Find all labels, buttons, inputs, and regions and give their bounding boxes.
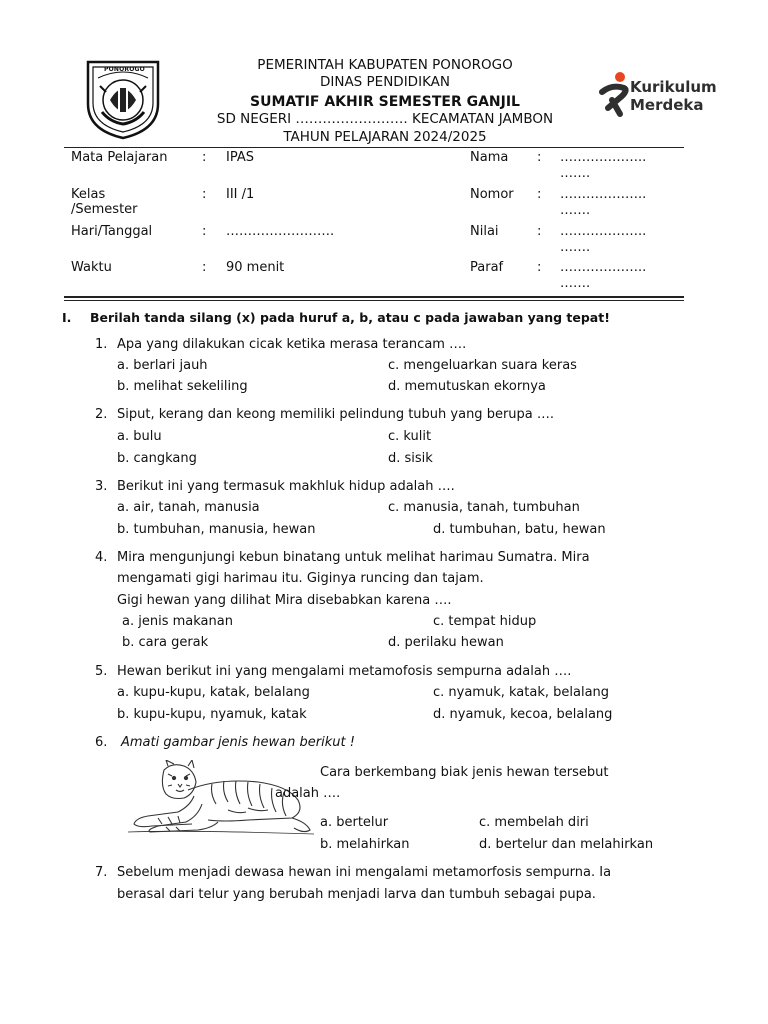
field-name-line1[interactable]: ……………….. [560, 150, 647, 165]
label-semester: /Semester [71, 202, 138, 217]
option-c[interactable]: c. membelah diri [479, 815, 589, 830]
option-a[interactable]: a. berlari jauh [117, 358, 208, 373]
option-b[interactable]: b. tumbuhan, manusia, hewan [117, 522, 316, 537]
option-d[interactable]: d. tumbuhan, batu, hewan [433, 522, 606, 537]
info-divider-top [64, 296, 684, 298]
question-text: Sebelum menjadi dewasa hewan ini mengalami metamorfosis sempurna. Ia [117, 865, 612, 880]
question-text: Berikut ini yang termasuk makhluk hidup adalah …. [117, 479, 455, 494]
option-a[interactable]: a. jenis makanan [122, 614, 233, 629]
field-signature-line2[interactable]: ……. [560, 276, 591, 291]
question-text-line2: mengamati gigi harimau itu. Giginya runcing dan tajam. [117, 571, 484, 586]
option-a[interactable]: a. air, tanah, manusia [117, 500, 260, 515]
label-signature: Paraf [470, 260, 504, 275]
field-signature-line1[interactable]: ……………….. [560, 260, 647, 275]
option-a[interactable]: a. bulu [117, 429, 162, 444]
option-d[interactable]: d. sisik [388, 451, 433, 466]
colon: : [537, 150, 542, 165]
header-line-government: PEMERINTAH KABUPATEN PONOROGO [257, 57, 513, 73]
question-text-line2: berasal dari telur yang berubah menjadi larva dan tumbuh sebagai pupa. [117, 887, 596, 902]
field-score-line2[interactable]: ……. [560, 240, 591, 255]
label-name: Nama [470, 150, 509, 165]
question-text-line3: adalah …. [275, 786, 341, 801]
option-b[interactable]: b. cara gerak [122, 635, 209, 650]
kurikulum-text: Kurikulum [630, 78, 717, 96]
field-number-line1[interactable]: ……………….. [560, 187, 647, 202]
header-line-year: TAHUN PELAJARAN 2024/2025 [283, 129, 487, 145]
question-text-line3: Gigi hewan yang dilihat Mira disebabkan karena …. [117, 593, 452, 608]
question-text-line2: Cara berkembang biak jenis hewan tersebut [320, 765, 609, 780]
option-d[interactable]: d. bertelur dan melahirkan [479, 837, 654, 852]
question-text: Hewan berikut ini yang mengalami metamofosis sempurna adalah …. [117, 664, 572, 679]
question-number: 2. [95, 407, 108, 422]
option-c[interactable]: c. nyamuk, katak, belalang [433, 685, 610, 700]
option-b[interactable]: b. kupu-kupu, nyamuk, katak [117, 707, 307, 722]
logo-caption: PONOROGO [104, 66, 145, 73]
option-d[interactable]: d. nyamuk, kecoa, belalang [433, 707, 613, 722]
question-text: Mira mengunjungi kebun binatang untuk melihat harimau Sumatra. Mira [117, 550, 590, 565]
question-text: Amati gambar jenis hewan berikut ! [121, 735, 355, 750]
question-number: 6. [95, 735, 108, 750]
option-b[interactable]: b. melihat sekeliling [117, 379, 248, 394]
option-c[interactable]: c. tempat hidup [433, 614, 537, 629]
header-line-exam-title: SUMATIF AKHIR SEMESTER GANJIL [250, 94, 520, 110]
option-d[interactable]: d. memutuskan ekornya [388, 379, 546, 394]
info-divider-bottom [64, 300, 684, 301]
option-c[interactable]: c. kulit [388, 429, 432, 444]
colon: : [537, 260, 542, 275]
option-c[interactable]: c. mengeluarkan suara keras [388, 358, 577, 373]
label-class: Kelas [71, 187, 106, 202]
option-c[interactable]: c. manusia, tanah, tumbuhan [388, 500, 580, 515]
option-a[interactable]: a. bertelur [320, 815, 389, 830]
value-day-date[interactable]: ……………………. [226, 224, 335, 239]
field-number-line2[interactable]: ……. [560, 203, 591, 218]
label-day-date: Hari/Tanggal [71, 224, 153, 239]
field-name-line2[interactable]: ……. [560, 166, 591, 181]
label-score: Nilai [470, 224, 499, 239]
question-number: 4. [95, 550, 108, 565]
option-a[interactable]: a. kupu-kupu, katak, belalang [117, 685, 310, 700]
merdeka-text: Merdeka [630, 96, 704, 114]
colon: : [202, 187, 207, 202]
header-line-department: DINAS PENDIDIKAN [319, 74, 451, 90]
option-b[interactable]: b. melahirkan [320, 837, 410, 852]
colon: : [537, 224, 542, 239]
section-number: I. [62, 310, 72, 325]
option-b[interactable]: b. cangkang [117, 451, 197, 466]
question-number: 5. [95, 664, 108, 679]
question-text: Siput, kerang dan keong memiliki pelindung tubuh yang berupa …. [117, 407, 555, 422]
section-instruction: Berilah tanda silang (x) pada huruf a, b, atau c pada jawaban yang tepat! [90, 310, 610, 325]
value-time: 90 menit [226, 260, 285, 275]
colon: : [537, 187, 542, 202]
colon: : [202, 150, 207, 165]
kurikulum-merdeka-logo [592, 58, 717, 118]
label-number: Nomor [470, 187, 514, 202]
label-time: Waktu [71, 260, 112, 275]
question-number: 7. [95, 865, 108, 880]
question-number: 3. [95, 479, 108, 494]
colon: : [202, 224, 207, 239]
header-divider [64, 147, 684, 148]
value-subject: IPAS [226, 150, 254, 165]
value-class: III /1 [226, 187, 255, 202]
kurikulum-figure-icon [598, 70, 632, 122]
question-text: Apa yang dilakukan cicak ketika merasa terancam …. [117, 337, 467, 352]
question-number: 1. [95, 337, 108, 352]
label-subject: Mata Pelajaran [71, 150, 168, 165]
field-score-line1[interactable]: ……………….. [560, 224, 647, 239]
header-line-school: SD NEGERI ……………………. KECAMATAN JAMBON [216, 111, 554, 127]
colon: : [202, 260, 207, 275]
option-d[interactable]: d. perilaku hewan [388, 635, 504, 650]
